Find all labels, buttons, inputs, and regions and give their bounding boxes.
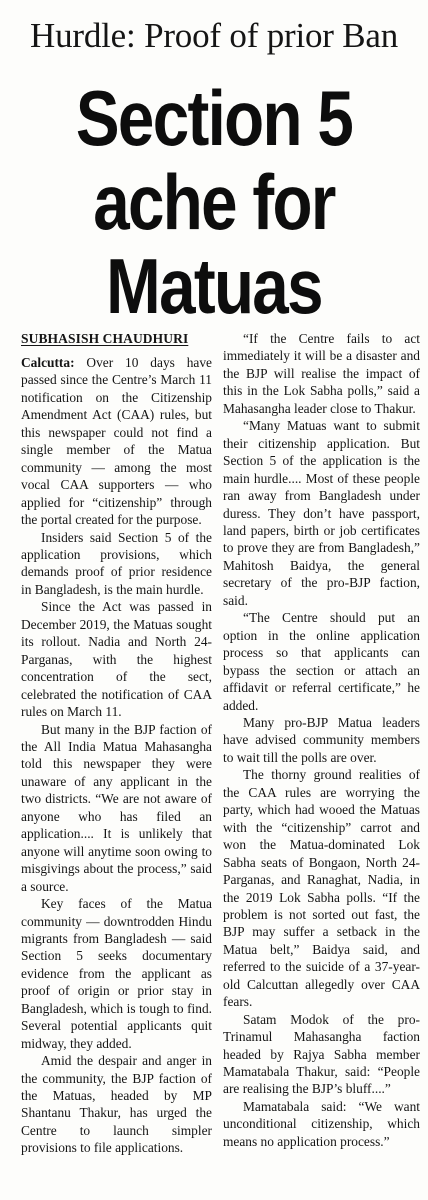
article-paragraph (21, 354, 212, 529)
article-paragraph: Many pro-BJP Matua leaders have advised community members to wait till the polls are over. (223, 714, 420, 765)
headline-line-3: Matuas (106, 242, 322, 330)
article-paragraph: But many in the BJP faction of the All India Matua Mahasangha told this newspaper they were unaware of any applicant in the two districts. “We are not aware of anyone who has filed an application.... It is unlikely that anyone will anytime soon owing to misgivings about the process,” said a source. (21, 721, 212, 894)
article-paragraph: “If the Centre fails to act immediately it will be a disaster and the BJP will realise the impact of this in the Lok Sabha polls,” said a Mahasangha leader close to Thakur. (223, 331, 420, 416)
article-paragraph: The thorny ground realities of the CAA rules are worrying the party, which had wooed the Matuas with the “citizenship” carrot and won the Matua-dominated Lok Sabha seats of Bongaon, North 24-Parganas, and Ranaghat, Nadia, in the 2019 Lok Sabha polls. “If the problem is not sorted out fast, the BJP may suffer a setback in the Matua belt,” Baidya said, and referred to the suicide of a 37-year-old Calcuttan allegedly over CAA fears. (223, 767, 420, 1010)
article-paragraph: “Many Matuas want to submit their citizenship application. But Section 5 of the application is the main hurdle.... Most of these people ran away from Bangladesh under duress. They don’t have passport, land papers, birth or job certificates to prove they are from Bangladesh,” Mahitosh Baidya, the general secretary of the pro-BJP faction, said. (223, 418, 420, 608)
main-headline (0, 76, 428, 328)
article-column-right (223, 330, 420, 1150)
article-paragraph: Satam Modok of the pro-Trinamul Mahasangha faction headed by Rajya Sabha member Mamatabala Thakur, said: “People are realising the BJP’s bluff....” (223, 1011, 420, 1097)
article-paragraph: Key faces of the Matua community — downtrodden Hindu migrants from Bangladesh — said Section 5 seeks documentary evidence from the applicant as proof of origin or prior stay in Bangladesh, which is tough to find. Several potential applicants quit midway, they added. (21, 896, 212, 1051)
kicker-headline: Hurdle: Proof of prior Ban (30, 16, 399, 55)
byline: SUBHASISH CHAUDHURI (21, 331, 189, 346)
article-column-left (21, 330, 212, 1157)
article-paragraph: Mamatabala said: “We want unconditional citizenship, which means no application process.” (223, 1098, 420, 1149)
article-paragraph: Amid the despair and anger in the community, the BJP faction of the Matuas, headed by MP Shantanu Thakur, has urged the Centre to launch simpler provisions to file applications. (21, 1053, 212, 1156)
headline-line-2: ache for (93, 158, 335, 246)
article-paragraph: Insiders said Section 5 of the application provisions, which demands proof of prior residence in Bangladesh, is the main hurdle. (21, 529, 212, 597)
paragraph-text: Over 10 days have passed since the Centre’s March 11 notification on the Citizenship Amendment Act (CAA) rules, but this newspaper could not find a single member of the Matua community — among the most vocal CAA supporters — who applied for “citizenship” through the portal created for the purpose. (21, 355, 212, 528)
article-paragraph: “The Centre should put an option in the online application process so that applicants can bypass the section or attach an affidavit or referral certificate,” he added. (223, 610, 420, 713)
headline-line-1: Section 5 (75, 74, 353, 162)
article-paragraph: Since the Act was passed in December 2019, the Matuas sought its rollout. Nadia and North 24-Parganas, with the highest concentration of the sect, celebrated the notification of CAA rules on March 11. (21, 599, 212, 720)
dateline: Calcutta: (21, 355, 75, 370)
